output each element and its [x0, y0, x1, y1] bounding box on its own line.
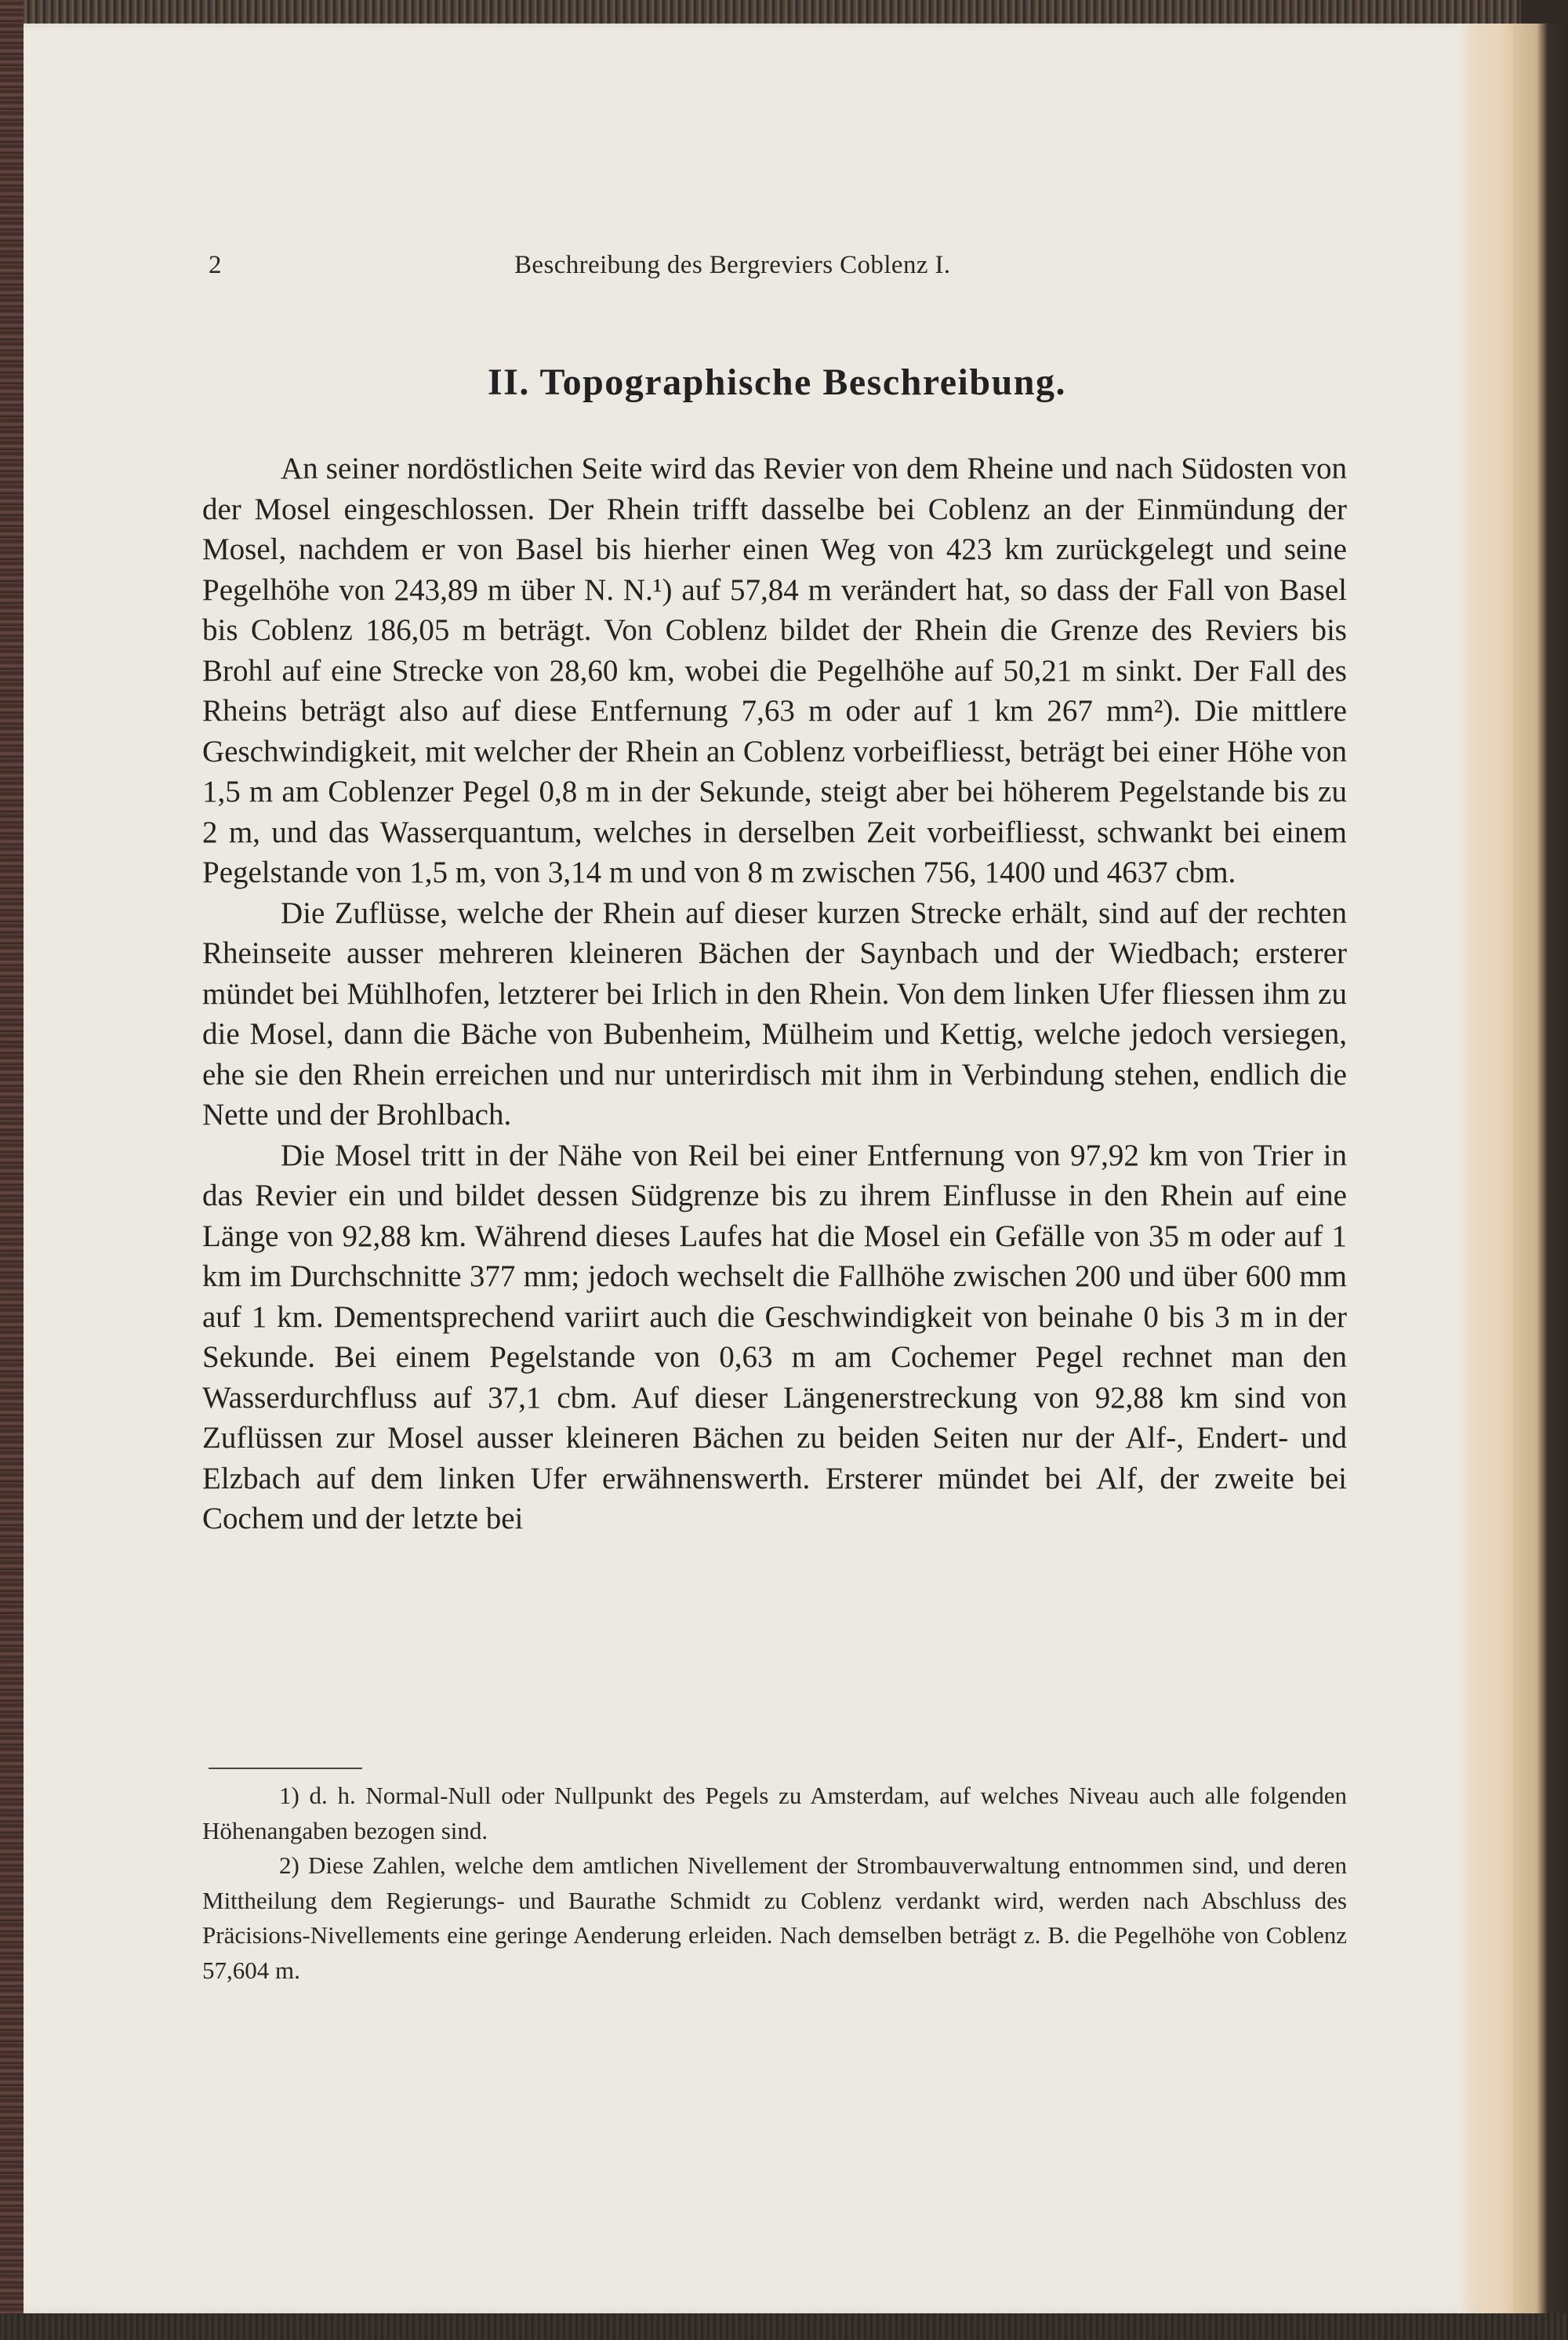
- book-edge-top: [16, 0, 1521, 24]
- page-gutter-shadow: [1458, 24, 1513, 2313]
- footnote-divider: [209, 1768, 362, 1769]
- book-spine: [1513, 24, 1568, 2313]
- book-edge-bottom: [0, 2313, 1568, 2340]
- footnotes: [202, 1779, 1347, 1988]
- page-header: [209, 251, 1345, 282]
- body-text: [202, 449, 1347, 1539]
- paragraph: Die Mosel tritt in der Nähe von Reil bei einer Entfernung von 97,92 km von Trier in das Revier ein und bildet dessen Südgrenze bis zu ihrem Einflusse in den Rhein auf eine Länge von 92,88 km. Während dieses Laufes hat die Mosel ein Gefälle von 35 m oder auf 1 km im Durchschnitte 377 mm; jedoch wechselt die Fallhöhe zwischen 200 und über 600 mm auf 1 km. Dementsprechend variirt auch die Geschwindigkeit von beinahe 0 bis 3 m in der Sekunde. Bei einem Pegelstande von 0,63 m am Cochemer Pegel rechnet man den Wasserdurchfluss auf 37,1 cbm. Auf dieser Längenerstreckung von 92,88 km sind von Zuflüssen zur Mosel ausser kleineren Bächen zu beiden Seiten nur der Alf-, Endert- und Elzbach auf dem linken Ufer erwähnenswerth. Ersterer mündet bei Alf, der zweite bei Cochem und der letzte bei: [202, 1138, 1347, 1535]
- footnote: 2) Diese Zahlen, welche dem amtlichen Nivellement der Strombauverwaltung entnommen sind, und deren Mittheilung dem Regierungs- und Baurathe Schmidt zu Coblenz verdankt wird, werden nach Abschluss des Präcisions-Nivellements eine geringe Aenderung erleiden. Nach demselben beträgt z. B. die Pegelhöhe von Coblenz 57,604 m.: [202, 1851, 1347, 1984]
- section-title: II. Topographische Beschreibung.: [488, 362, 1066, 403]
- book-edge-left: [0, 0, 24, 2340]
- running-title: Beschreibung des Bergreviers Coblenz I.: [514, 251, 951, 279]
- paragraph: Die Zuflüsse, welche der Rhein auf dieser kurzen Strecke erhält, sind auf der rechten Rheinseite ausser mehreren kleineren Bächen der Saynbach und der Wiedbach; ersterer mündet bei Mühlhofen, letzterer bei Irlich in den Rhein. Von dem linken Ufer fliessen ihm zu die Mosel, dann die Bäche von Bubenheim, Mülheim und Kettig, welche jedoch versiegen, ehe sie den Rhein erreichen und nur unterirdisch mit ihm in Verbindung stehen, endlich die Nette und der Brohlbach.: [202, 896, 1347, 1132]
- footnote: 1) d. h. Normal-Null oder Nullpunkt des Pegels zu Amsterdam, auf welches Niveau auch alle folgenden Höhenangaben bezogen sind.: [202, 1782, 1347, 1844]
- page-number: 2: [209, 251, 222, 279]
- paragraph: An seiner nordöstlichen Seite wird das Revier von dem Rheine und nach Südosten von der Mosel eingeschlossen. Der Rhein trifft dasselbe bei Coblenz an der Einmündung der Mosel, nachdem er von Basel bis hierher einen Weg von 423 km zurückgelegt und seine Pegelhöhe von 243,89 m über N. N.¹) auf 57,84 m verändert hat, so dass der Fall von Basel bis Coblenz 186,05 m beträgt. Von Coblenz bildet der Rhein die Grenze des Reviers bis Brohl auf eine Strecke von 28,60 km, wobei die Pegelhöhe auf 50,21 m sinkt. Der Fall des Rheins beträgt also auf diese Entfernung 7,63 m oder auf 1 km 267 mm²). Die mittlere Geschwindigkeit, mit welcher der Rhein an Coblenz vorbeifliesst, beträgt bei einer Höhe von 1,5 m am Coblenzer Pegel 0,8 m in der Sekunde, steigt aber bei höherem Pegelstande bis zu 2 m, und das Wasserquantum, welches in derselben Zeit vorbeifliesst, schwankt bei einem Pegelstande von 1,5 m, von 3,14 m und von 8 m zwischen 756, 1400 und 4637 cbm.: [202, 452, 1347, 889]
